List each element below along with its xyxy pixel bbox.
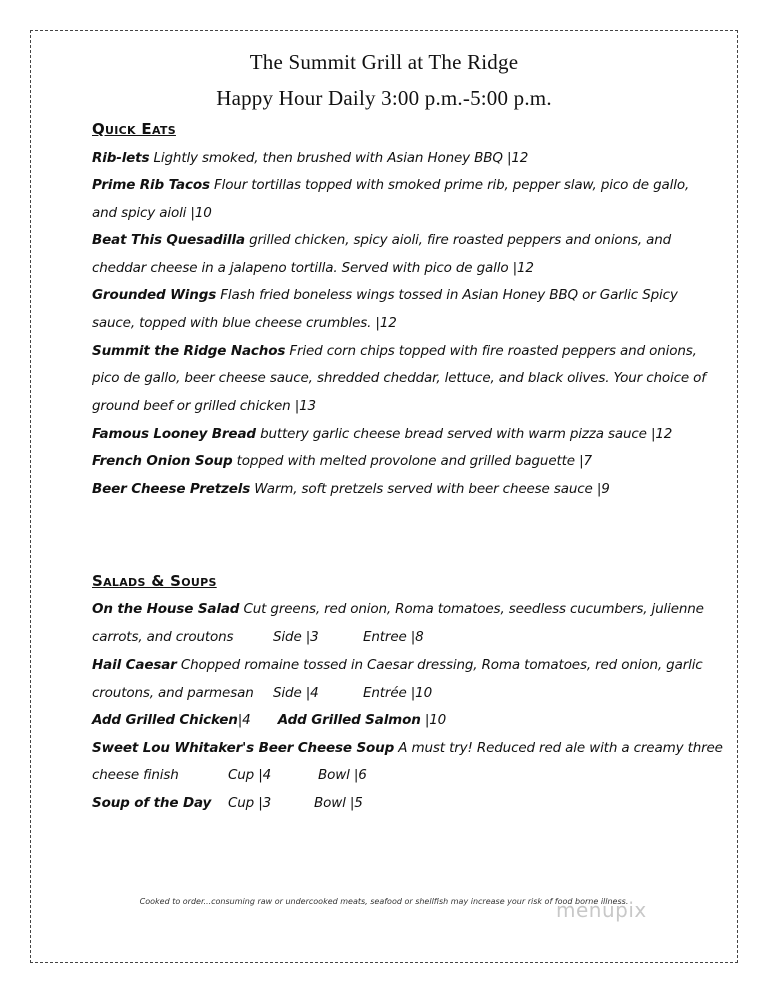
item-desc-cont: cheddar cheese in a jalapeno tortilla. Served with pico de gallo |12 — [92, 260, 534, 276]
addon-chicken-price: |4 — [237, 712, 251, 728]
restaurant-title: The Summit Grill at The Ridge — [249, 50, 519, 74]
menu-item-beer-cheese-pretzels — [92, 481, 712, 497]
watermark: menupix — [556, 898, 647, 922]
item-desc: grilled chicken, spicy aioli, fire roasted peppers and onions, and — [244, 232, 672, 248]
item-desc: Fried corn chips topped with fire roasted peppers and onions, — [285, 343, 697, 359]
entree-price: Entrée |10 — [363, 685, 433, 701]
menu-item-hail-caesar — [92, 657, 712, 673]
side-price: Side |4 — [273, 685, 319, 701]
item-name: Sweet Lou Whitaker's Beer Cheese Soup — [92, 740, 395, 756]
menu-item-grounded-wings — [92, 287, 712, 303]
item-desc: topped with melted provolone and grilled baguette |7 — [232, 453, 592, 469]
cup-price: Cup |3 — [228, 795, 272, 811]
menu-item-french-onion-soup — [92, 453, 712, 469]
cup-price: Cup |4 — [228, 767, 272, 783]
menu-item-prime-rib-tacos — [92, 177, 712, 193]
item-name: French Onion Soup — [92, 453, 233, 469]
menu-item-nachos — [92, 343, 712, 359]
item-name: Hail Caesar — [92, 657, 177, 673]
item-desc-cont: and spicy aioli |10 — [92, 205, 212, 221]
menu-item-house-salad — [92, 601, 712, 617]
item-desc: Warm, soft pretzels served with beer cheese sauce |9 — [250, 481, 610, 497]
menu-item-beer-cheese-soup — [92, 740, 723, 756]
section-heading-salads-soups: Salads & Soups — [92, 572, 217, 590]
item-desc-cont: ground beef or grilled chicken |13 — [92, 398, 316, 414]
item-name: Beat This Quesadilla — [92, 232, 245, 248]
item-desc-cont: sauce, topped with blue cheese crumbles. |12 — [92, 315, 397, 331]
item-desc-cont: pico de gallo, beer cheese sauce, shredded cheddar, lettuce, and black olives. Your choice of — [92, 370, 706, 386]
section-heading-quick-eats: Quick Eats — [92, 120, 176, 138]
menu-item-riblets — [92, 150, 712, 166]
item-desc: Flash fried boneless wings tossed in Asian Honey BBQ or Garlic Spicy — [216, 287, 678, 303]
menu-item-soup-of-day — [92, 795, 712, 811]
item-name: Rib-lets — [92, 150, 150, 166]
item-desc: cheese finish — [92, 767, 179, 783]
item-name: Grounded Wings — [92, 287, 217, 303]
food-safety-disclaimer: Cooked to order...consuming raw or undercooked meats, seafood or shellfish may increase your risk of food borne illness. — [139, 897, 629, 906]
happy-hour-subtitle: Happy Hour Daily 3:00 p.m.-5:00 p.m. — [216, 86, 552, 110]
item-name: On the House Salad — [92, 601, 240, 617]
item-name: Beer Cheese Pretzels — [92, 481, 251, 497]
item-name: Famous Looney Bread — [92, 426, 256, 442]
bowl-price: Bowl |5 — [314, 795, 363, 811]
entree-price: Entree |8 — [363, 629, 424, 645]
addon-salmon-price: |10 — [420, 712, 447, 728]
item-name: Summit the Ridge Nachos — [92, 343, 286, 359]
menu-item-looney-bread — [92, 426, 712, 442]
menu-item-quesadilla — [92, 232, 712, 248]
bowl-price: Bowl |6 — [318, 767, 367, 783]
item-desc: Cut greens, red onion, Roma tomatoes, seedless cucumbers, julienne — [239, 601, 704, 617]
item-desc: Flour tortillas topped with smoked prime rib, pepper slaw, pico de gallo, — [209, 177, 690, 193]
addon-chicken-name: Add Grilled Chicken — [92, 712, 238, 728]
side-price: Side |3 — [273, 629, 319, 645]
item-desc-cont — [92, 685, 712, 701]
item-desc: Lightly smoked, then brushed with Asian Honey BBQ |12 — [149, 150, 529, 166]
item-desc: Chopped romaine tossed in Caesar dressing, Roma tomatoes, red onion, garlic — [176, 657, 703, 673]
item-desc: carrots, and croutons — [92, 629, 234, 645]
item-name: Prime Rib Tacos — [92, 177, 210, 193]
item-name: Soup of the Day — [92, 795, 212, 811]
item-desc: A must try! Reduced red ale with a creamy three — [394, 740, 723, 756]
item-desc-cont — [92, 767, 712, 783]
addon-salmon-name: Add Grilled Salmon — [277, 712, 421, 728]
menu-item-addons — [92, 712, 712, 728]
item-desc: buttery garlic cheese bread served with warm pizza sauce |12 — [255, 426, 673, 442]
item-desc: croutons, and parmesan — [92, 685, 254, 701]
item-desc-cont — [92, 629, 712, 645]
